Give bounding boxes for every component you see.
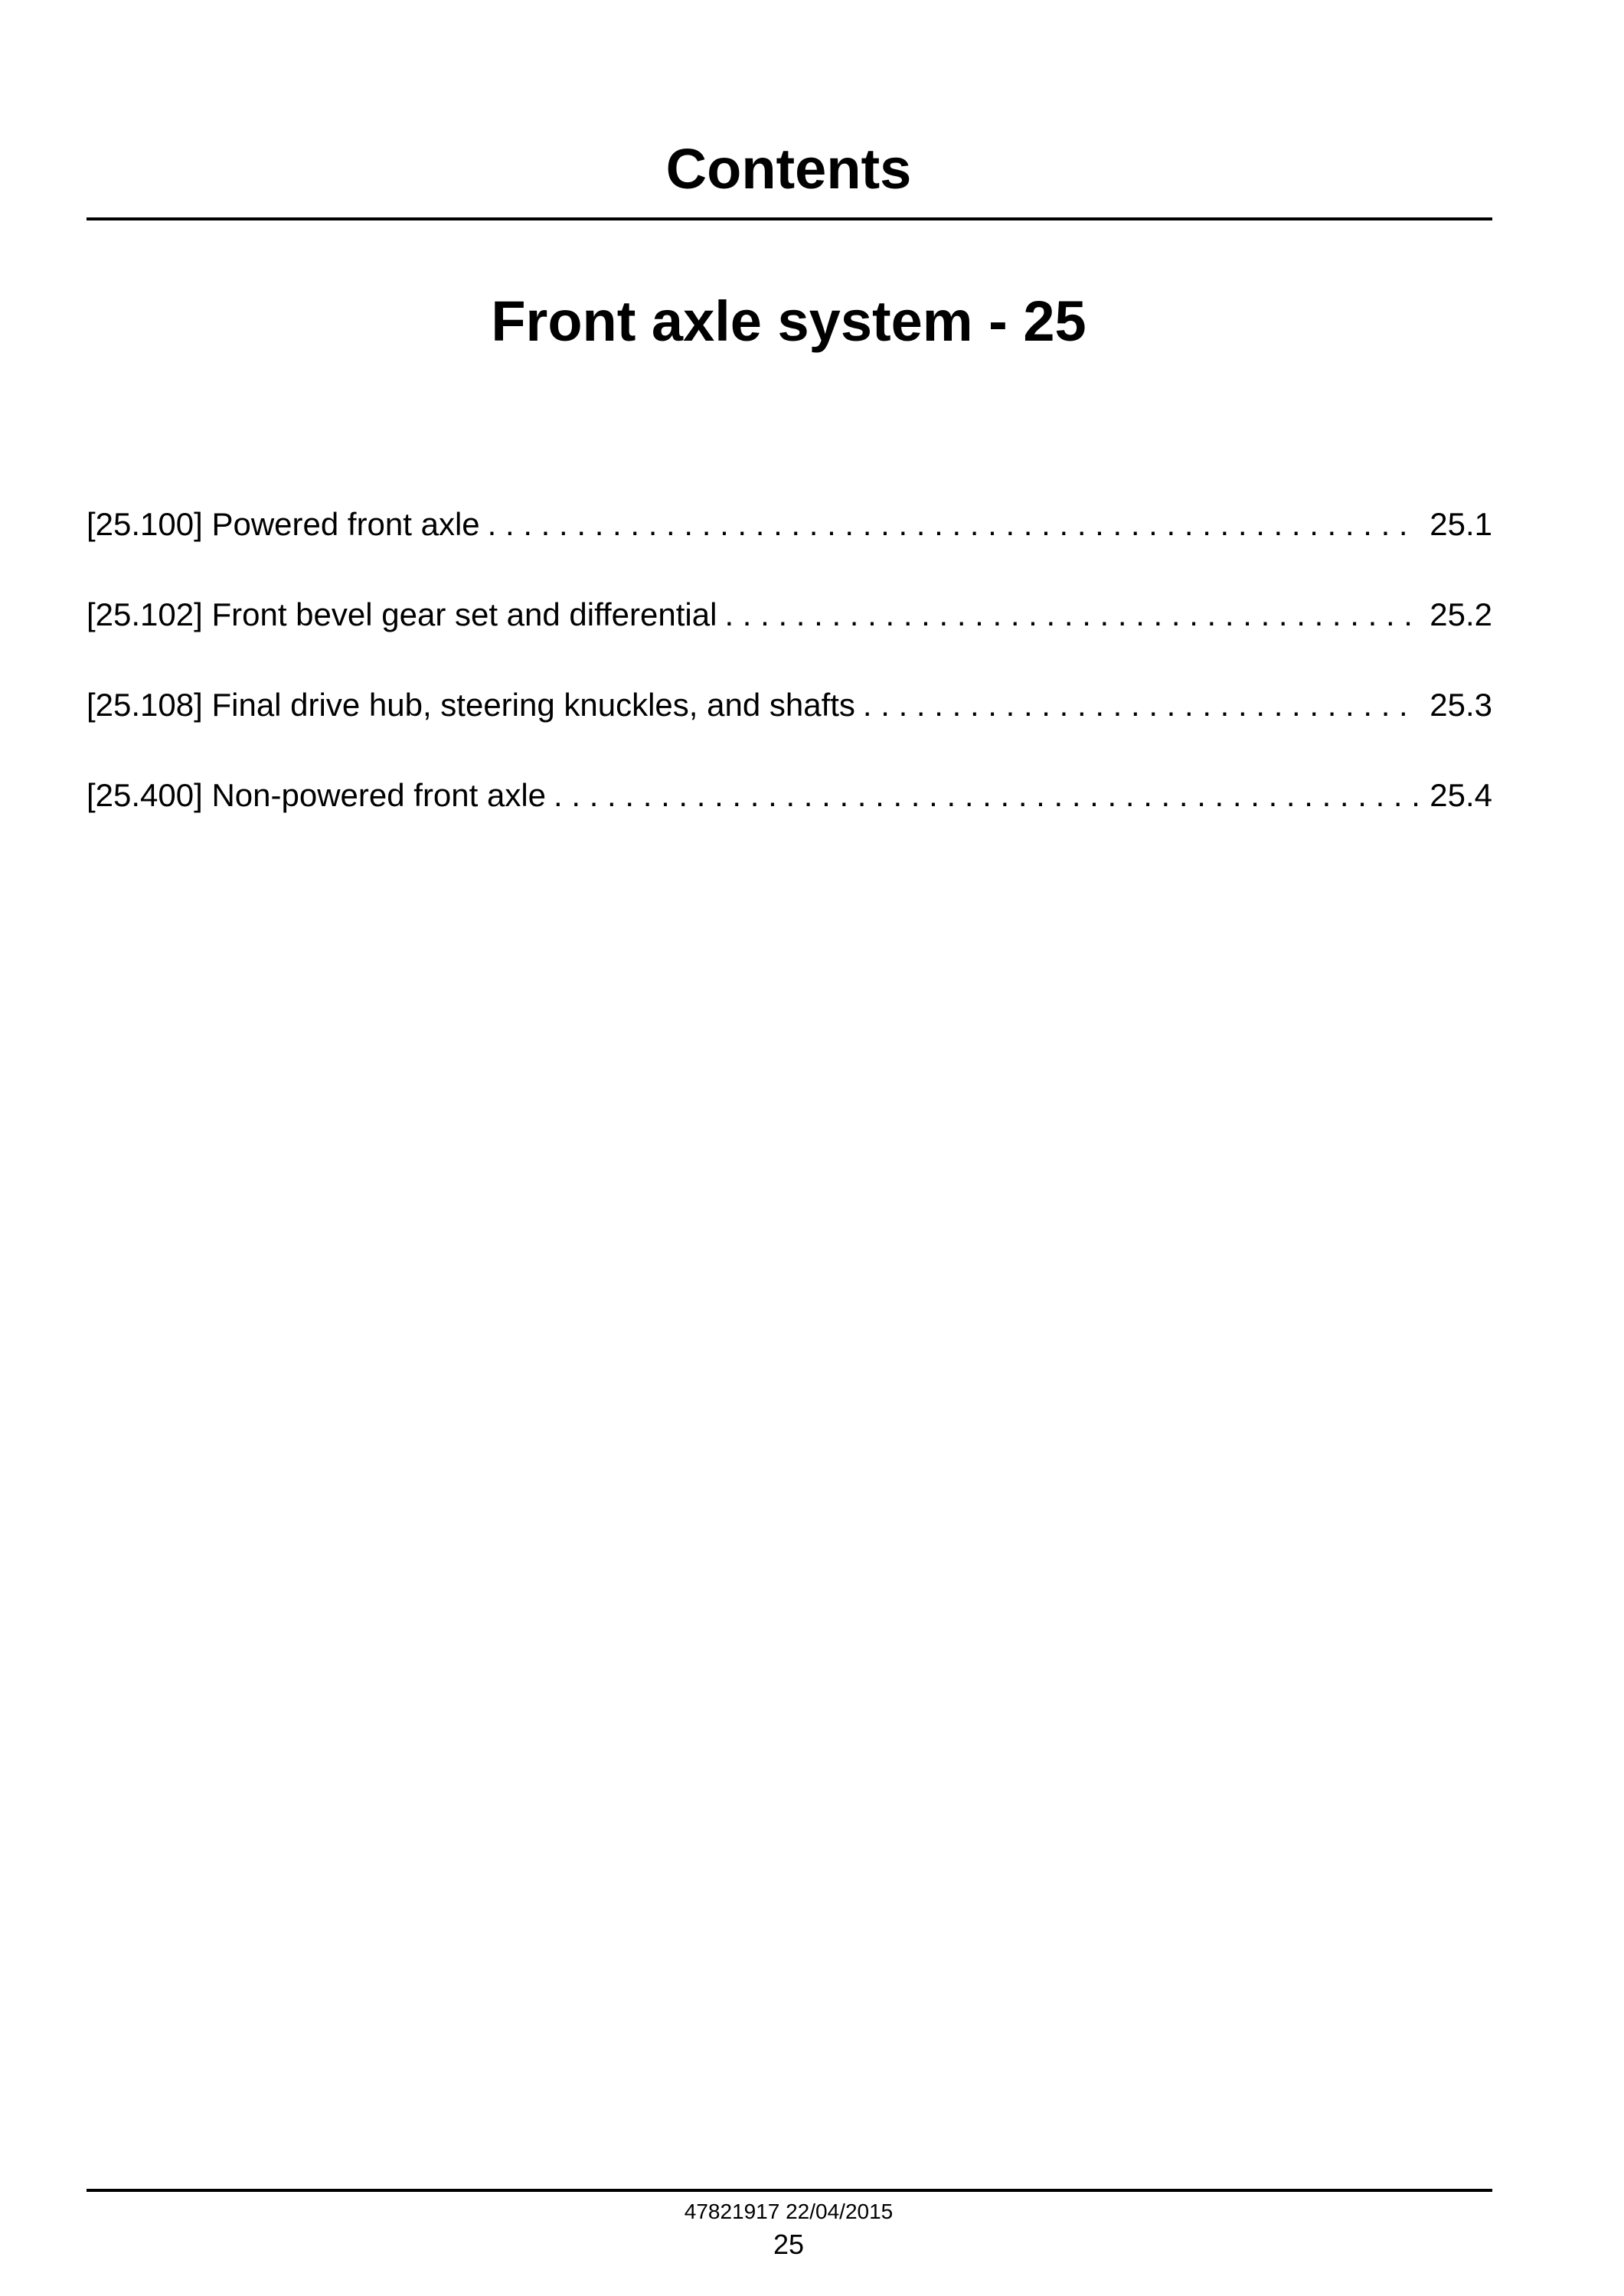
toc-entry[interactable] <box>87 592 1492 682</box>
toc-entry-label: [25.400] Non-powered front axle <box>87 777 547 813</box>
toc-entry[interactable] <box>87 772 1492 863</box>
toc-entry-page: 25.3 <box>1430 687 1492 723</box>
table-of-contents <box>87 501 1492 863</box>
footer-document-code: 47821917 22/04/2015 <box>684 2200 894 2223</box>
footer-divider <box>87 2189 1492 2192</box>
toc-dot-leader <box>863 682 1419 728</box>
section-title: Front axle system - 25 <box>491 289 1086 353</box>
toc-entry[interactable] <box>87 501 1492 592</box>
toc-dot-leader <box>554 772 1419 818</box>
toc-entry-page: 25.1 <box>1430 506 1492 542</box>
toc-dot-leader <box>488 501 1420 547</box>
toc-entry-page: 25.2 <box>1430 596 1492 632</box>
toc-dot-leader <box>724 592 1419 638</box>
toc-entry-label: [25.102] Front bevel gear set and differential <box>87 596 717 632</box>
contents-title: Contents <box>665 137 912 201</box>
toc-entry-label: [25.100] Powered front axle <box>87 506 480 542</box>
footer-page-number: 25 <box>773 2229 805 2260</box>
header-divider <box>87 217 1492 220</box>
toc-entry[interactable] <box>87 682 1492 772</box>
toc-entry-page: 25.4 <box>1430 777 1492 813</box>
toc-entry-label: [25.108] Final drive hub, steering knuckles, and shafts <box>87 687 855 723</box>
